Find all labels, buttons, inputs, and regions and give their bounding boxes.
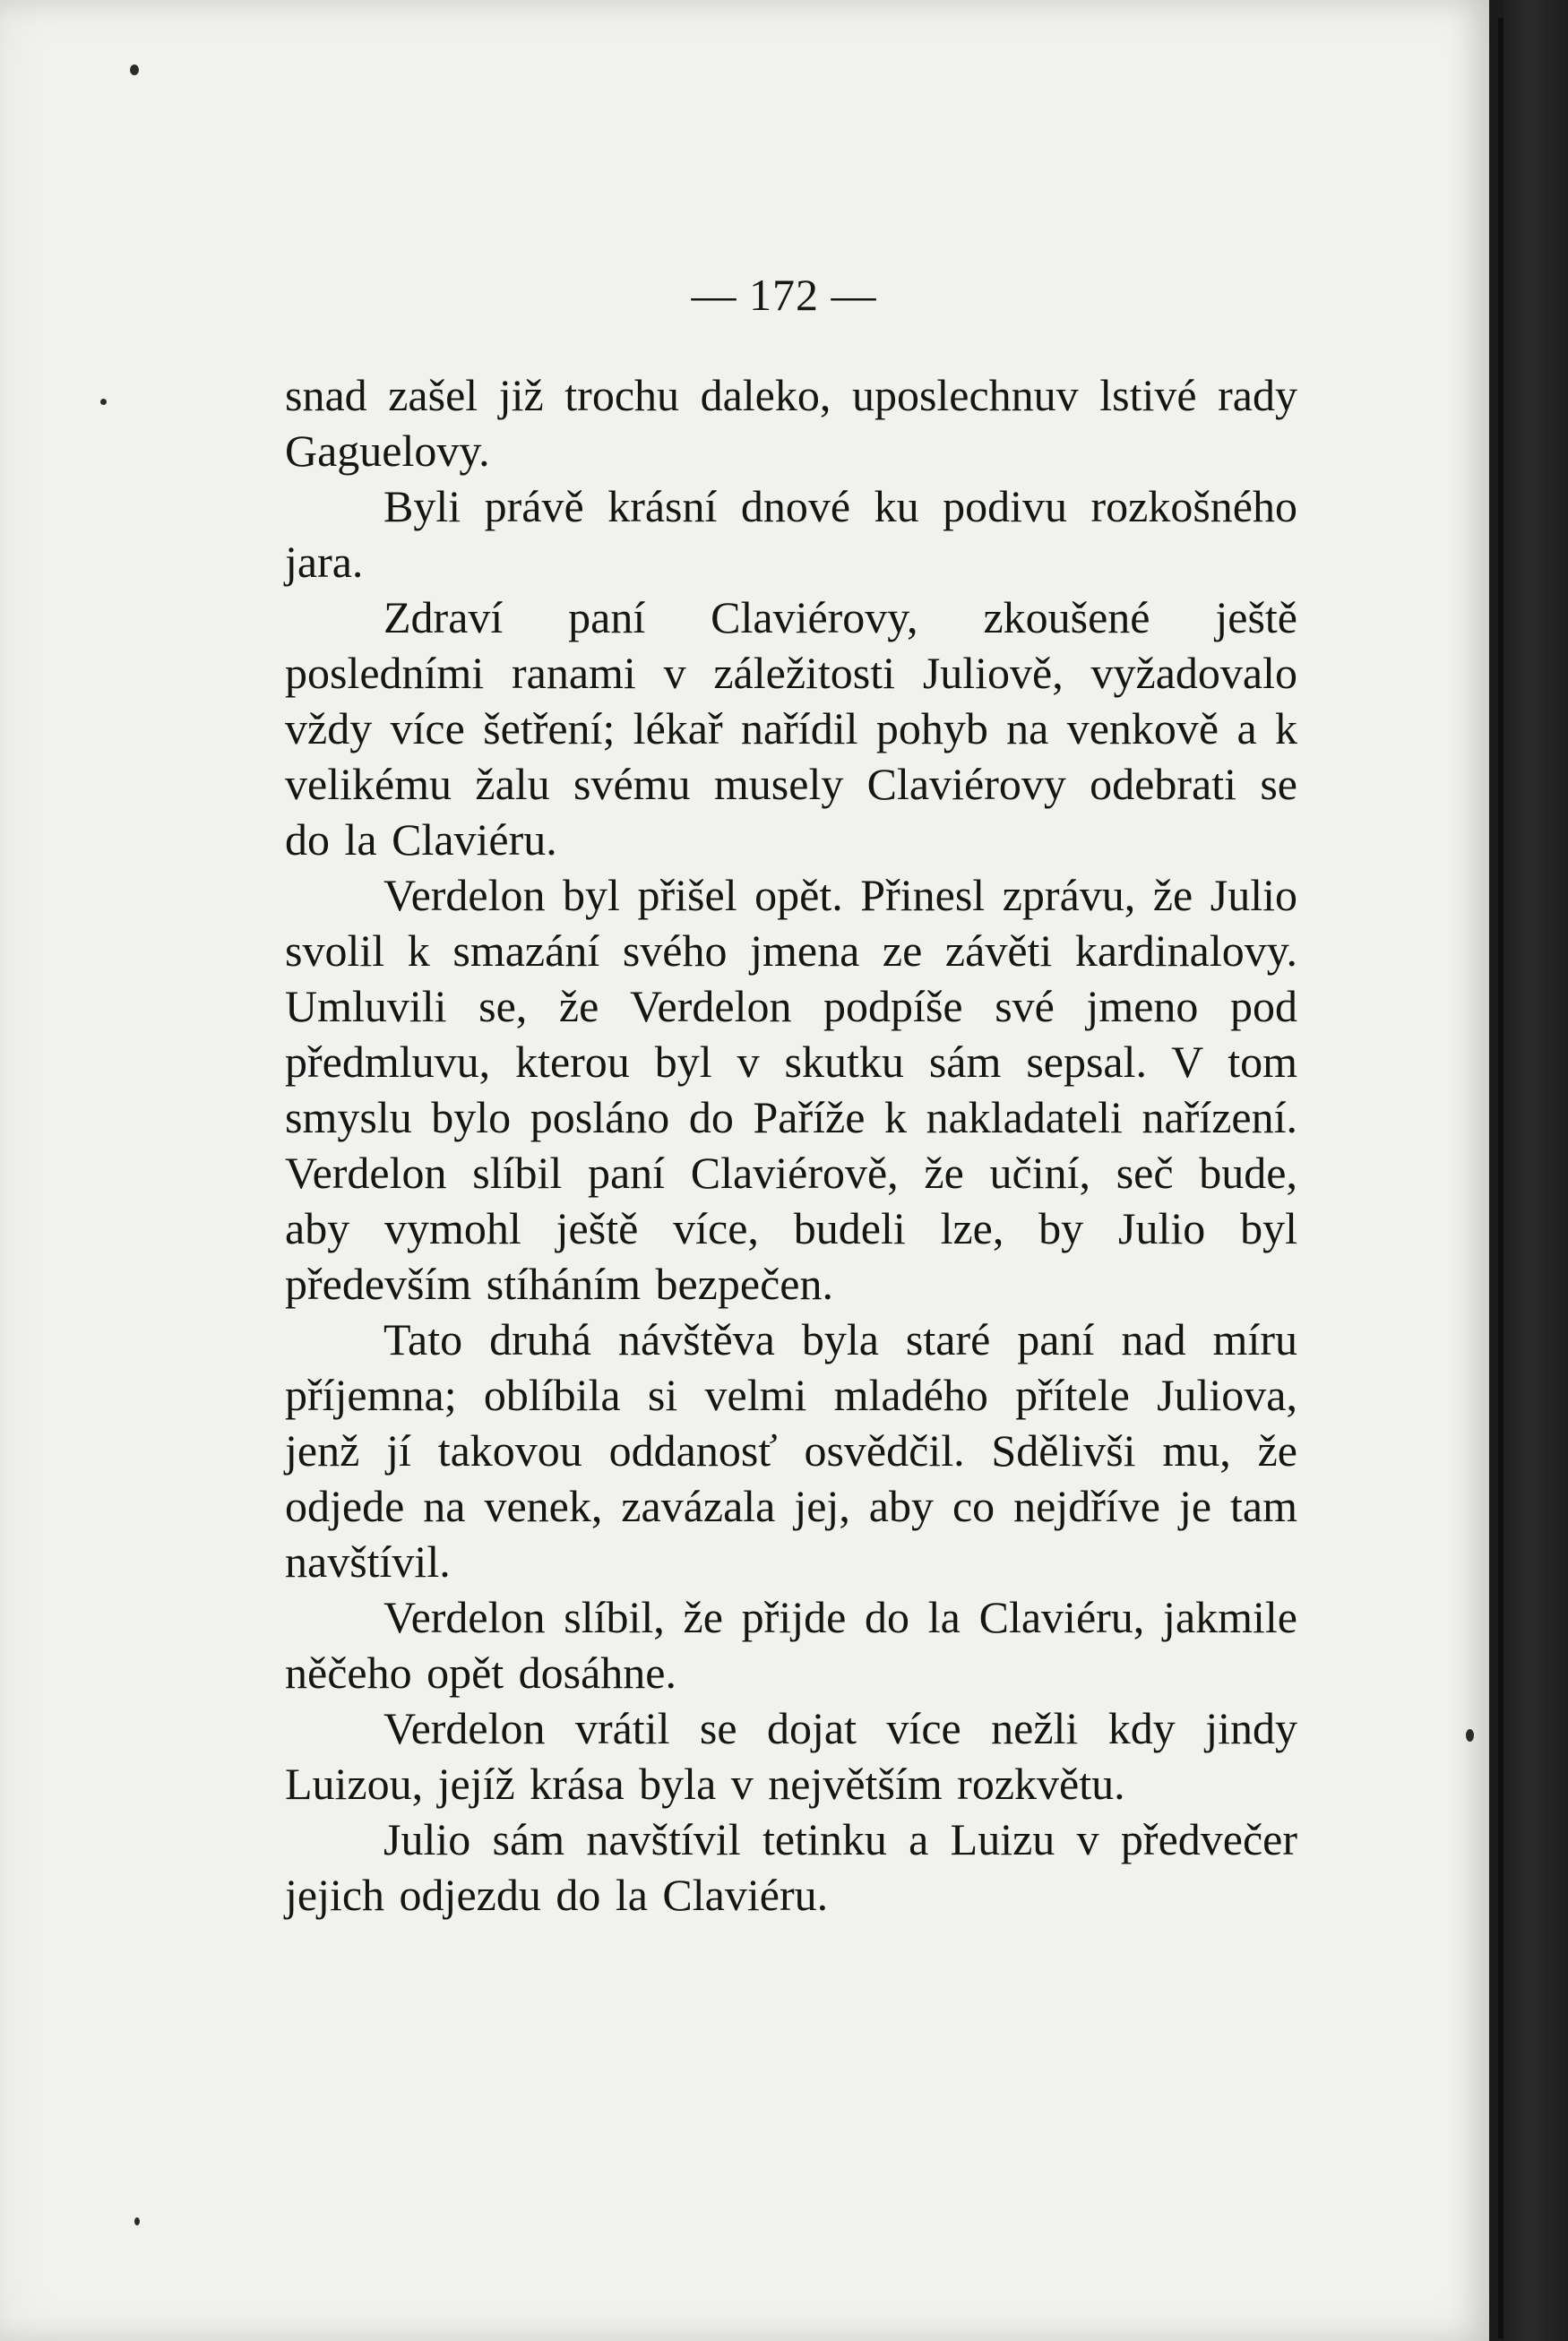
ink-speck <box>100 399 107 405</box>
paragraph: Verdelon byl přišel opět. Přinesl zprávu, že Julio svolil k smazání svého jmena ze závěti kardinalovy. Umluvili se, že Verdelon podpíše své jmeno pod předmluvu, kterou byl v skutku sám sepsal. V tom smyslu bylo posláno do Paříže k nakladateli nařízení. Verdelon slíbil paní Claviérově, že učiní, seč bude, aby vymohl ještě více, budeli lze, by Julio byl především stíháním bezpečen. <box>285 870 1297 1309</box>
ink-speck <box>1466 1729 1474 1742</box>
page-text <box>285 367 1297 1923</box>
ink-speck <box>130 65 139 75</box>
paragraph-continued: snad zašel již trochu daleko, uposlechnuv lstivé rady Gaguelovy. <box>285 370 1297 476</box>
paragraph: Verdelon slíbil, že přijde do la Claviéru, jakmile něčeho opět dosáhne. <box>285 1592 1297 1698</box>
ink-speck <box>134 2217 140 2225</box>
paragraph: Verdelon vrátil se dojat více nežli kdy jindy Luizou, jejíž krása byla v největším rozkvětu. <box>285 1703 1297 1809</box>
paragraph: Julio sám navštívil tetinku a Luizu v předvečer jejich odjezdu do la Claviéru. <box>285 1814 1297 1920</box>
page-number: — 172 — <box>691 270 877 320</box>
paragraph: Byli právě krásní dnové ku podivu rozkošného jara. <box>285 481 1297 587</box>
paragraph: Zdraví paní Claviérovy, zkoušené ještě posledními ranami v záležitosti Juliově, vyžadovalo vždy více šetření; lékař nařídil pohyb na venkově a k velikému žalu svému musely Claviérovy odebrati se do la Claviéru. <box>285 592 1297 865</box>
paragraph: Tato druhá návštěva byla staré paní nad míru příjemna; oblíbila si velmi mladého přítele Juliova, jenž jí takovou oddanosť osvědčil. Sdělivši mu, že odjede na venek, zavázala jej, aby co nejdříve je tam navštívil. <box>285 1314 1297 1587</box>
dark-scan-margin <box>1503 0 1568 2341</box>
